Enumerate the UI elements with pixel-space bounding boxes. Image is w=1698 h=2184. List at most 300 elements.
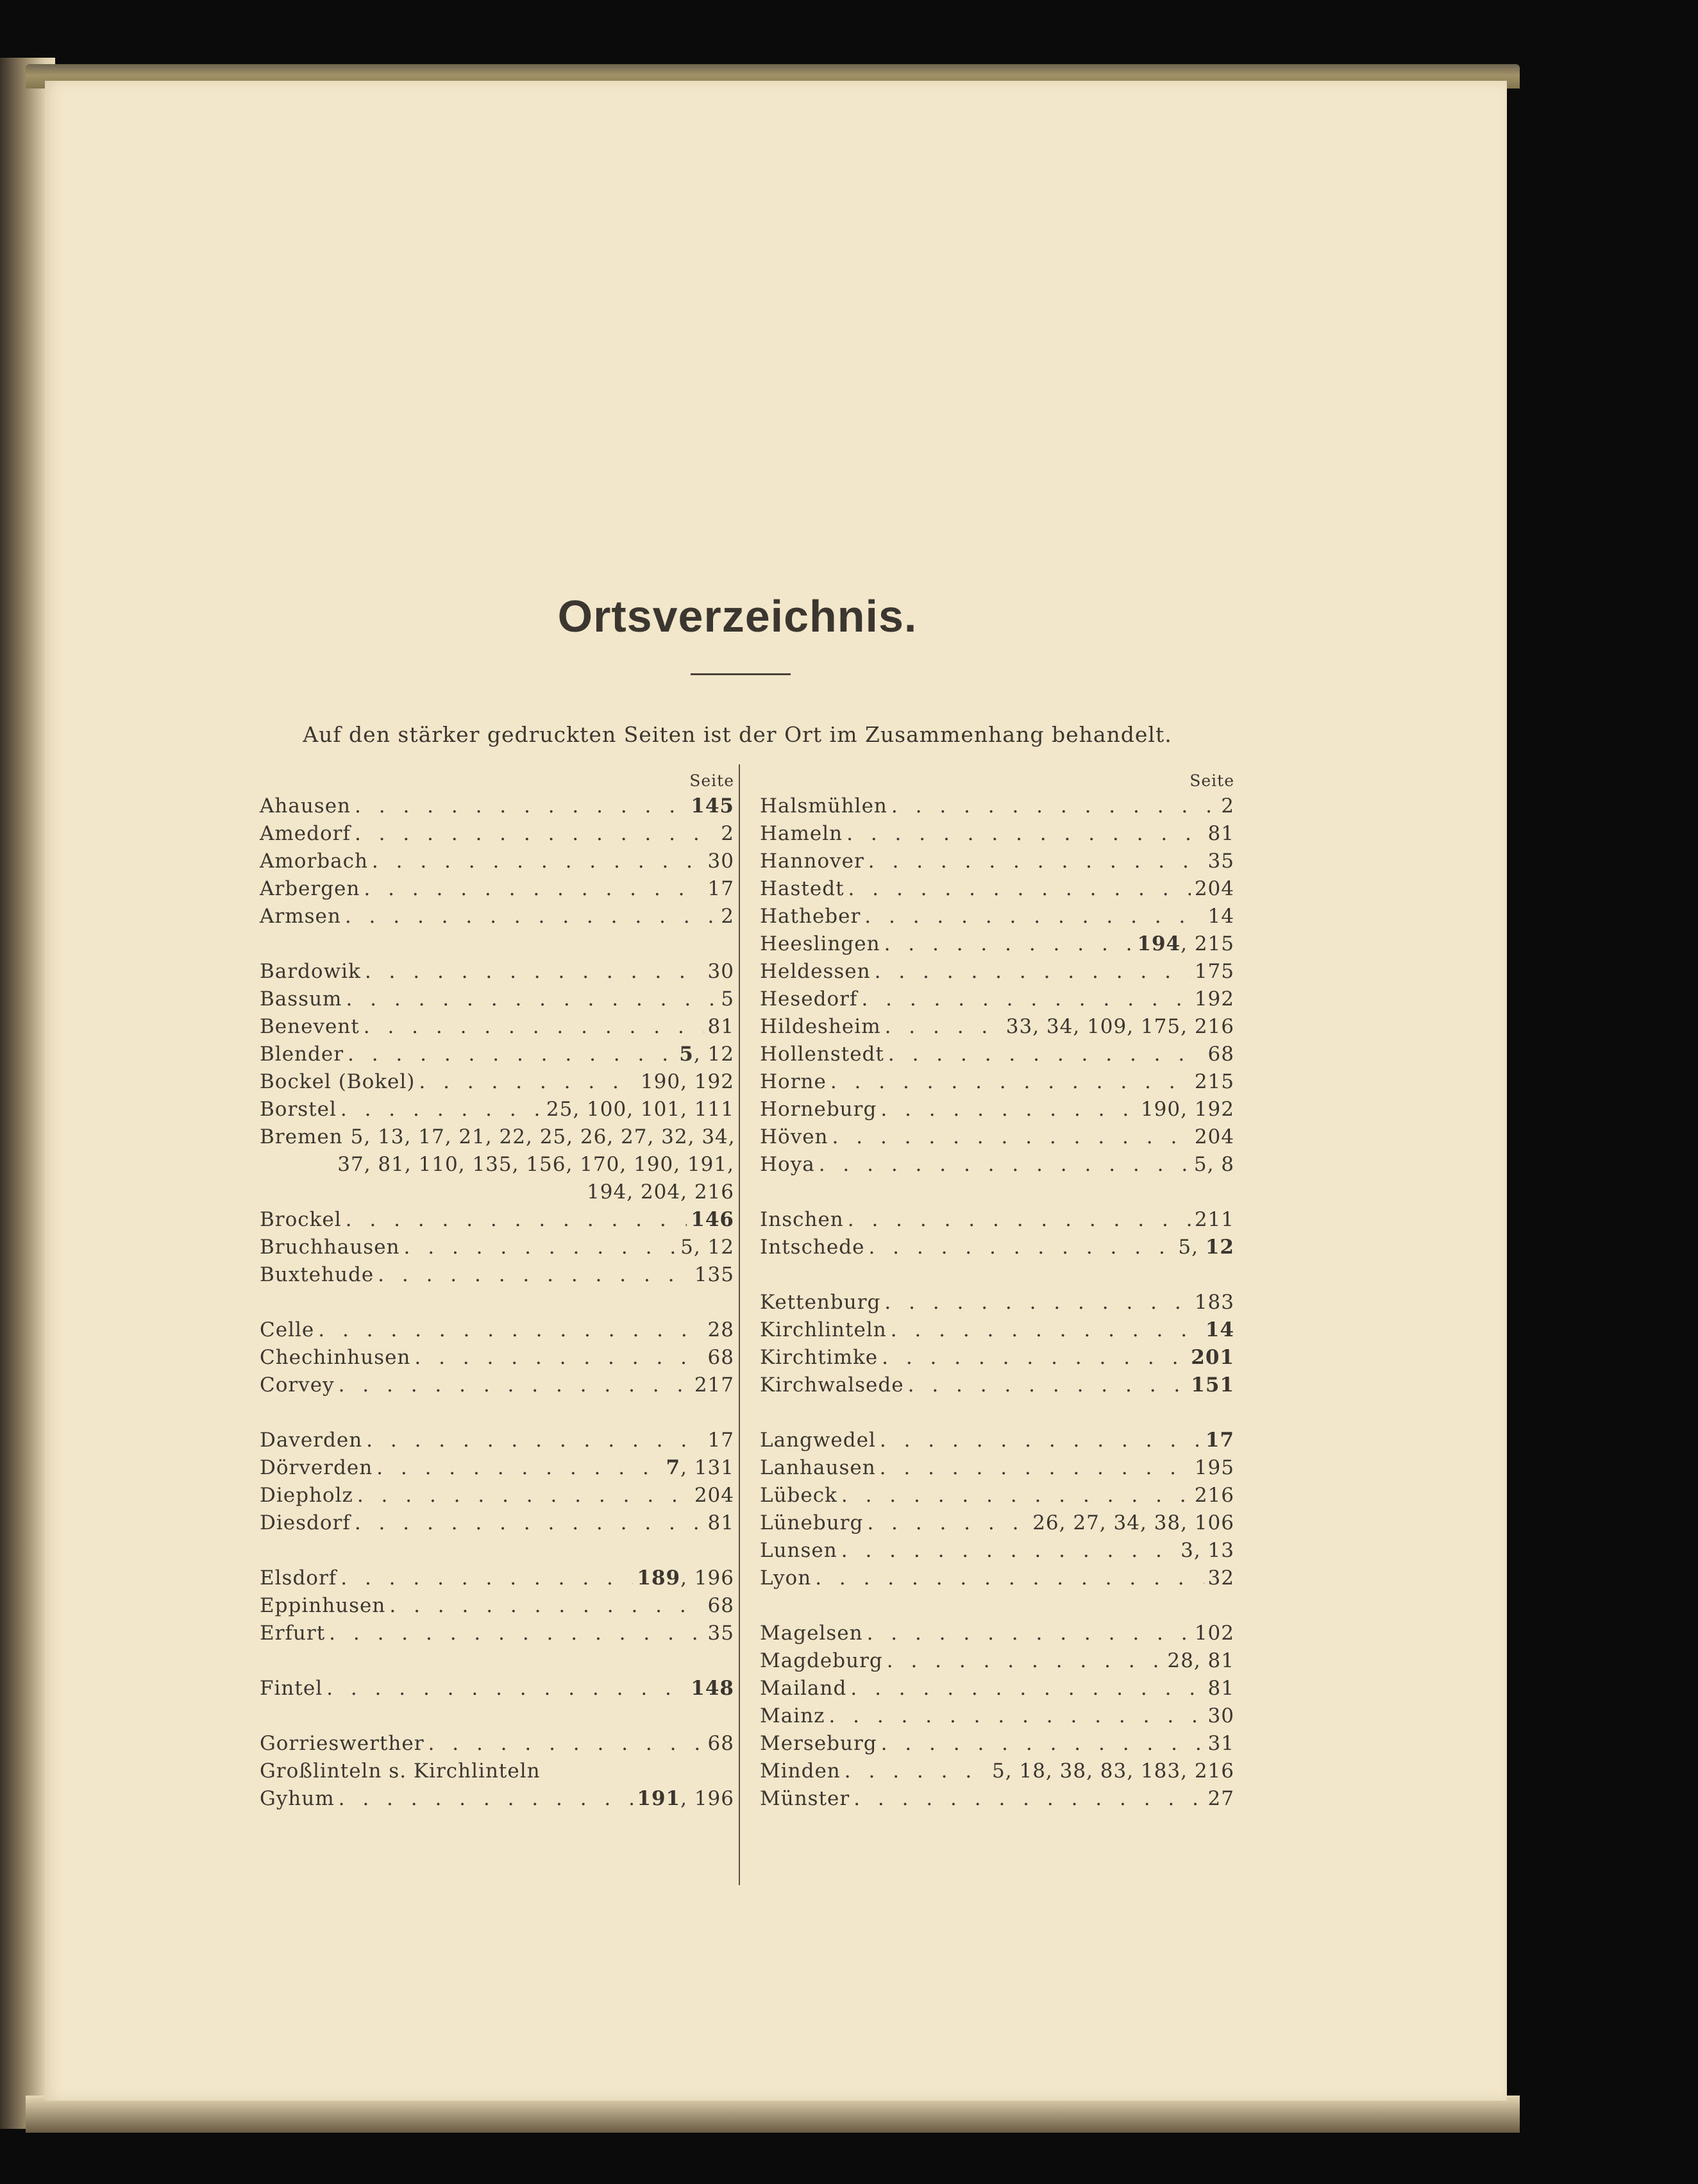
index-entry — [760, 848, 1234, 875]
index-entry — [760, 1647, 1234, 1675]
group-gap — [760, 1592, 1234, 1620]
page-number: 26, 27, 34, 38, 106 — [1032, 1511, 1234, 1534]
page-number: 5, — [1178, 1236, 1206, 1259]
dot-leader — [850, 1675, 1204, 1702]
place-name: Chechinhusen — [260, 1346, 411, 1369]
index-entry — [760, 875, 1234, 903]
index-entry — [260, 1454, 734, 1482]
page-numbers — [1177, 1537, 1234, 1565]
page-numbers — [1137, 1096, 1234, 1123]
index-entry — [760, 1702, 1234, 1730]
place-name: Minden — [760, 1760, 841, 1783]
dot-leader — [880, 1454, 1191, 1482]
index-entry — [260, 1620, 734, 1647]
index-entry — [760, 958, 1234, 986]
index-entry — [260, 1730, 734, 1758]
dot-leader — [891, 793, 1217, 820]
index-entry — [760, 903, 1234, 930]
index-entry — [260, 1206, 734, 1234]
place-name: Mailand — [760, 1677, 847, 1700]
dot-leader — [868, 1234, 1174, 1261]
page-number: 102 — [1194, 1622, 1234, 1645]
place-name: Horne — [760, 1070, 827, 1093]
page-numbers — [687, 793, 734, 820]
dot-leader — [887, 1647, 1164, 1675]
place-name: Kirchwalsede — [760, 1373, 904, 1397]
page-numbers — [1187, 1344, 1234, 1372]
place-name: Benevent — [260, 1015, 360, 1038]
page-numbers — [704, 1316, 734, 1344]
place-name: Diepholz — [260, 1484, 353, 1507]
dot-leader — [376, 1454, 662, 1482]
index-entry — [760, 986, 1234, 1013]
place-name: Ahausen — [260, 794, 351, 818]
page-number: 68 — [707, 1346, 734, 1369]
index-entry — [260, 1592, 734, 1620]
page-number: 17 — [707, 877, 734, 900]
place-name: Hesedorf — [760, 987, 858, 1011]
page-numbers — [704, 958, 734, 986]
dot-leader — [846, 820, 1204, 848]
place-name: Lübeck — [760, 1484, 837, 1507]
page-numbers — [633, 1565, 734, 1592]
page-number: 5, 13, 17, 21, 22, 25, 26, 27, 32, 34, — [350, 1125, 736, 1148]
page-number: 183 — [1194, 1291, 1234, 1314]
place-name: Intschede — [760, 1236, 865, 1259]
index-column-right — [760, 769, 1234, 1813]
dot-leader — [848, 1206, 1191, 1234]
dot-leader — [891, 1316, 1202, 1344]
page-numbers — [704, 875, 734, 903]
index-entry — [760, 1675, 1234, 1702]
dot-leader — [329, 1620, 703, 1647]
page-numbers — [704, 1592, 734, 1620]
page-numbers-continued: 194, 204, 216 — [587, 1180, 734, 1204]
index-entry — [260, 1509, 734, 1537]
group-gap — [260, 1289, 734, 1316]
place-name: Kirchlinteln — [760, 1318, 887, 1341]
index-crossref: Großlinteln s. Kirchlinteln — [260, 1760, 541, 1783]
page-numbers — [687, 1206, 734, 1234]
dot-leader — [365, 958, 704, 986]
page-numbers — [1191, 1068, 1234, 1096]
page-numbers — [691, 1482, 734, 1509]
page-numbers — [662, 1454, 734, 1482]
index-entry — [760, 930, 1234, 958]
page-number: 14 — [1207, 905, 1234, 928]
dot-leader — [848, 875, 1191, 903]
place-name: Inschen — [760, 1208, 844, 1231]
title-rule — [691, 673, 791, 675]
dot-leader — [364, 875, 703, 903]
page-numbers — [1204, 848, 1234, 875]
place-name: Bruchhausen — [260, 1236, 400, 1259]
dot-leader — [884, 930, 1134, 958]
place-name: Lüneburg — [760, 1511, 864, 1534]
page-number: 68 — [1207, 1043, 1234, 1066]
index-entry — [260, 875, 734, 903]
group-gap — [260, 930, 734, 958]
index-column-left — [260, 769, 734, 1813]
index-entry — [760, 1041, 1234, 1068]
dot-leader — [414, 1344, 703, 1372]
page-number: 30 — [707, 850, 734, 873]
page-numbers — [717, 820, 734, 848]
dot-leader — [419, 1068, 637, 1096]
index-entry — [260, 1565, 734, 1592]
dot-leader — [868, 848, 1204, 875]
dot-leader — [882, 1344, 1187, 1372]
index-entry — [260, 1234, 734, 1261]
index-entry — [260, 1427, 734, 1454]
index-entry — [760, 793, 1234, 820]
place-name: Diesdorf — [260, 1511, 351, 1534]
index-entry — [760, 1620, 1234, 1647]
page-number: , 215 — [1181, 932, 1234, 955]
place-name: Gyhum — [260, 1787, 335, 1810]
dot-leader — [378, 1261, 691, 1289]
place-name: Bassum — [260, 987, 342, 1011]
index-entry — [760, 1096, 1234, 1123]
dot-leader — [853, 1785, 1204, 1813]
index-entry — [260, 1013, 734, 1041]
place-name: Eppinhusen — [260, 1594, 386, 1617]
index-entry — [760, 1454, 1234, 1482]
bold-pages-note: Auf den stärker gedruckten Seiten ist der Ort im Zusammenhang behandelt. — [303, 722, 1172, 747]
page-number-bold: 146 — [691, 1208, 734, 1231]
place-name: Halsmühlen — [760, 794, 887, 818]
place-name: Hannover — [760, 850, 864, 873]
index-entry — [260, 848, 734, 875]
page-number: 204 — [1194, 1125, 1234, 1148]
page-number-bold: 191 — [637, 1787, 681, 1810]
page-number: 31 — [1207, 1732, 1234, 1755]
page-numbers — [1204, 903, 1234, 930]
place-name: Borstel — [260, 1098, 337, 1121]
index-entry — [260, 1096, 734, 1123]
dot-leader — [355, 1509, 704, 1537]
dot-leader — [885, 1013, 1002, 1041]
place-name: Bremen — [260, 1125, 343, 1148]
page-number-bold: 5 — [679, 1043, 694, 1066]
place-name: Hatheber — [760, 905, 861, 928]
page-numbers — [677, 1234, 734, 1261]
column-divider — [739, 764, 740, 1885]
dot-leader — [832, 1123, 1191, 1151]
place-name: Münster — [760, 1787, 850, 1810]
page-numbers — [704, 1013, 734, 1041]
dot-leader — [364, 1013, 704, 1041]
dot-leader — [326, 1675, 687, 1702]
page-number: 190, 192 — [1140, 1098, 1234, 1121]
page-number: 81 — [1207, 1677, 1234, 1700]
page-numbers — [1191, 1206, 1234, 1234]
page-numbers — [1202, 1427, 1234, 1454]
page-numbers — [988, 1758, 1234, 1785]
page-numbers — [704, 1344, 734, 1372]
place-name: Heldessen — [760, 960, 871, 983]
dot-leader — [318, 1316, 703, 1344]
place-name: Magdeburg — [760, 1649, 883, 1672]
group-gap — [760, 1261, 1234, 1289]
page-number: 192 — [1194, 987, 1234, 1011]
place-name: Höven — [760, 1125, 828, 1148]
page-number: 81 — [707, 1015, 734, 1038]
index-entry — [760, 1537, 1234, 1565]
dot-leader — [346, 986, 717, 1013]
place-name: Blender — [260, 1043, 344, 1066]
index-entry — [260, 1123, 734, 1151]
page-number: 32 — [1207, 1567, 1234, 1590]
page-numbers — [637, 1068, 734, 1096]
place-name: Hollenstedt — [760, 1043, 884, 1066]
page-numbers — [1191, 958, 1234, 986]
dot-leader — [428, 1730, 704, 1758]
page-number: 68 — [707, 1594, 734, 1617]
index-entry — [760, 1289, 1234, 1316]
page-number: 27 — [1207, 1787, 1234, 1810]
place-name: Hildesheim — [760, 1015, 881, 1038]
page-numbers — [1002, 1013, 1234, 1041]
page-numbers — [1191, 1454, 1234, 1482]
page-number: 30 — [707, 960, 734, 983]
page-title: Ortsverzeichnis. — [557, 591, 918, 641]
page-number: 3, 13 — [1181, 1539, 1234, 1562]
dot-leader — [841, 1537, 1177, 1565]
index-entry — [760, 820, 1234, 848]
place-name: Kirchtimke — [760, 1346, 878, 1369]
index-entry — [260, 1372, 734, 1399]
page-numbers — [1191, 1289, 1234, 1316]
page-numbers — [633, 1785, 734, 1813]
page-number: 215 — [1194, 1070, 1234, 1093]
page-numbers — [1191, 986, 1234, 1013]
dot-leader — [880, 1096, 1137, 1123]
page-number-bold: 14 — [1205, 1318, 1234, 1341]
place-name: Brockel — [260, 1208, 342, 1231]
group-gap — [760, 1399, 1234, 1427]
place-name: Merseburg — [760, 1732, 877, 1755]
dot-leader — [888, 1041, 1204, 1068]
dot-leader — [828, 1702, 1204, 1730]
index-entry — [260, 1261, 734, 1289]
dot-leader — [830, 1068, 1191, 1096]
page-number: 2 — [721, 822, 734, 845]
page-number: 2 — [1221, 794, 1234, 818]
dot-leader — [884, 1289, 1190, 1316]
dot-leader — [348, 1041, 675, 1068]
place-name: Magelsen — [760, 1622, 863, 1645]
place-name: Armsen — [260, 905, 341, 928]
index-entry — [760, 1206, 1234, 1234]
dot-leader — [346, 1206, 687, 1234]
page-number: 81 — [1207, 822, 1234, 845]
page-number: 81 — [707, 1511, 734, 1534]
index-entry — [760, 1344, 1234, 1372]
page-number-bold: 17 — [1205, 1429, 1234, 1452]
dot-leader — [881, 1730, 1204, 1758]
place-name: Erfurt — [260, 1622, 326, 1645]
dot-leader — [861, 986, 1190, 1013]
page-numbers — [704, 1509, 734, 1537]
place-name: Buxtehude — [260, 1263, 374, 1286]
page-number: , 196 — [680, 1787, 734, 1810]
index-entry — [260, 820, 734, 848]
index-entry — [760, 1730, 1234, 1758]
dot-leader — [372, 848, 704, 875]
group-gap — [260, 1399, 734, 1427]
page-numbers — [1174, 1234, 1234, 1261]
page-numbers — [1202, 1316, 1234, 1344]
page-number: 28, 81 — [1167, 1649, 1234, 1672]
page-number-bold: 145 — [691, 794, 734, 818]
page-number: 5 — [721, 987, 734, 1011]
index-entry — [260, 903, 734, 930]
page-number: , 196 — [680, 1567, 734, 1590]
place-name: Bardowik — [260, 960, 361, 983]
dot-leader — [841, 1482, 1191, 1509]
page-numbers — [1204, 1675, 1234, 1702]
page-number-bold: 194 — [1137, 932, 1181, 955]
page-numbers — [1191, 875, 1234, 903]
page-number: 68 — [707, 1732, 734, 1755]
page-numbers — [691, 1372, 734, 1399]
place-name: Fintel — [260, 1677, 323, 1700]
dot-leader — [867, 1509, 1029, 1537]
place-name: Lanhausen — [760, 1456, 876, 1479]
place-name: Gorrieswerther — [260, 1732, 424, 1755]
place-name: Lyon — [760, 1567, 812, 1590]
index-entry — [760, 1123, 1234, 1151]
page-number-bold: 151 — [1191, 1373, 1234, 1397]
page-number: 217 — [694, 1373, 734, 1397]
dot-leader — [355, 820, 717, 848]
place-name: Mainz — [760, 1704, 825, 1727]
place-name: Corvey — [260, 1373, 335, 1397]
page-number: 216 — [1194, 1484, 1234, 1507]
page-number: 190, 192 — [640, 1070, 734, 1093]
page-number: 35 — [707, 1622, 734, 1645]
page-numbers — [1204, 1785, 1234, 1813]
page-number: 35 — [1207, 850, 1234, 873]
dot-leader — [404, 1234, 677, 1261]
place-name: Amorbach — [260, 850, 368, 873]
page-numbers — [675, 1041, 734, 1068]
page-number-bold: 201 — [1191, 1346, 1234, 1369]
book-bottom-edge — [26, 2096, 1520, 2133]
page-numbers — [1133, 930, 1234, 958]
page-number: 175 — [1194, 960, 1234, 983]
page-numbers — [1191, 1123, 1234, 1151]
place-name: Horneburg — [760, 1098, 877, 1121]
dot-leader — [875, 958, 1191, 986]
place-name: Daverden — [260, 1429, 363, 1452]
dot-leader — [345, 903, 717, 930]
page-number: 195 — [1194, 1456, 1234, 1479]
page-number: 211 — [1194, 1208, 1234, 1231]
index-entry — [260, 1482, 734, 1509]
index-entry — [260, 958, 734, 986]
index-entry — [760, 1785, 1234, 1813]
place-name: Amedorf — [260, 822, 351, 845]
dot-leader — [908, 1372, 1188, 1399]
page-numbers — [1204, 1730, 1234, 1758]
index-entry — [260, 1041, 734, 1068]
dot-leader — [819, 1151, 1190, 1179]
seite-header: Seite — [1189, 771, 1234, 790]
place-name: Celle — [260, 1318, 315, 1341]
page-number: 5, 12 — [680, 1236, 734, 1259]
index-entry — [760, 1151, 1234, 1179]
page-number-bold: 189 — [637, 1567, 681, 1590]
page-number: , 12 — [693, 1043, 734, 1066]
page-numbers — [704, 848, 734, 875]
place-name: Bockel (Bokel) — [260, 1070, 416, 1093]
place-name: Hastedt — [760, 877, 845, 900]
index-entry — [760, 1372, 1234, 1399]
place-name: Heeslingen — [760, 932, 880, 955]
dot-leader — [845, 1758, 988, 1785]
page-number: 204 — [1194, 877, 1234, 900]
group-gap — [260, 1647, 734, 1675]
page-numbers — [717, 903, 734, 930]
page-number: 25, 100, 101, 111 — [546, 1098, 734, 1121]
index-entry — [760, 1068, 1234, 1096]
page-numbers — [1187, 1372, 1234, 1399]
index-entry — [260, 1344, 734, 1372]
page-number: 17 — [707, 1429, 734, 1452]
group-gap — [760, 1179, 1234, 1206]
page-numbers — [1204, 1565, 1234, 1592]
page-numbers — [704, 1620, 734, 1647]
index-entry — [760, 1565, 1234, 1592]
dot-leader — [340, 1096, 542, 1123]
place-name: Langwedel — [760, 1429, 876, 1452]
page-number: 5, 18, 38, 83, 183, 216 — [992, 1760, 1234, 1783]
page-numbers — [1029, 1509, 1234, 1537]
page-number-bold: 12 — [1205, 1236, 1234, 1259]
page-numbers — [1217, 793, 1234, 820]
page-numbers — [704, 1730, 734, 1758]
dot-leader — [366, 1427, 703, 1454]
place-name: Kettenburg — [760, 1291, 881, 1314]
page-numbers — [691, 1261, 734, 1289]
page-number: , 131 — [680, 1456, 734, 1479]
dot-leader — [339, 1785, 634, 1813]
page-number-bold: 7 — [666, 1456, 681, 1479]
page-numbers — [1204, 1702, 1234, 1730]
place-name: Dörverden — [260, 1456, 373, 1479]
index-entry — [260, 986, 734, 1013]
index-entry — [260, 1675, 734, 1702]
group-gap — [260, 1702, 734, 1730]
page-numbers — [1190, 1151, 1234, 1179]
page-numbers — [1163, 1647, 1234, 1675]
page-numbers — [542, 1096, 734, 1123]
page-numbers — [1191, 1482, 1234, 1509]
place-name: Elsdorf — [260, 1567, 337, 1590]
index-entry — [760, 1509, 1234, 1537]
index-entry — [760, 1013, 1234, 1041]
page-numbers — [704, 1427, 734, 1454]
page-number: 30 — [1207, 1704, 1234, 1727]
dot-leader — [815, 1565, 1204, 1592]
page-number-bold: 148 — [691, 1677, 734, 1700]
index-entry — [260, 1068, 734, 1096]
book-page — [45, 81, 1507, 2101]
index-entry — [760, 1758, 1234, 1785]
index-entry — [260, 1785, 734, 1813]
